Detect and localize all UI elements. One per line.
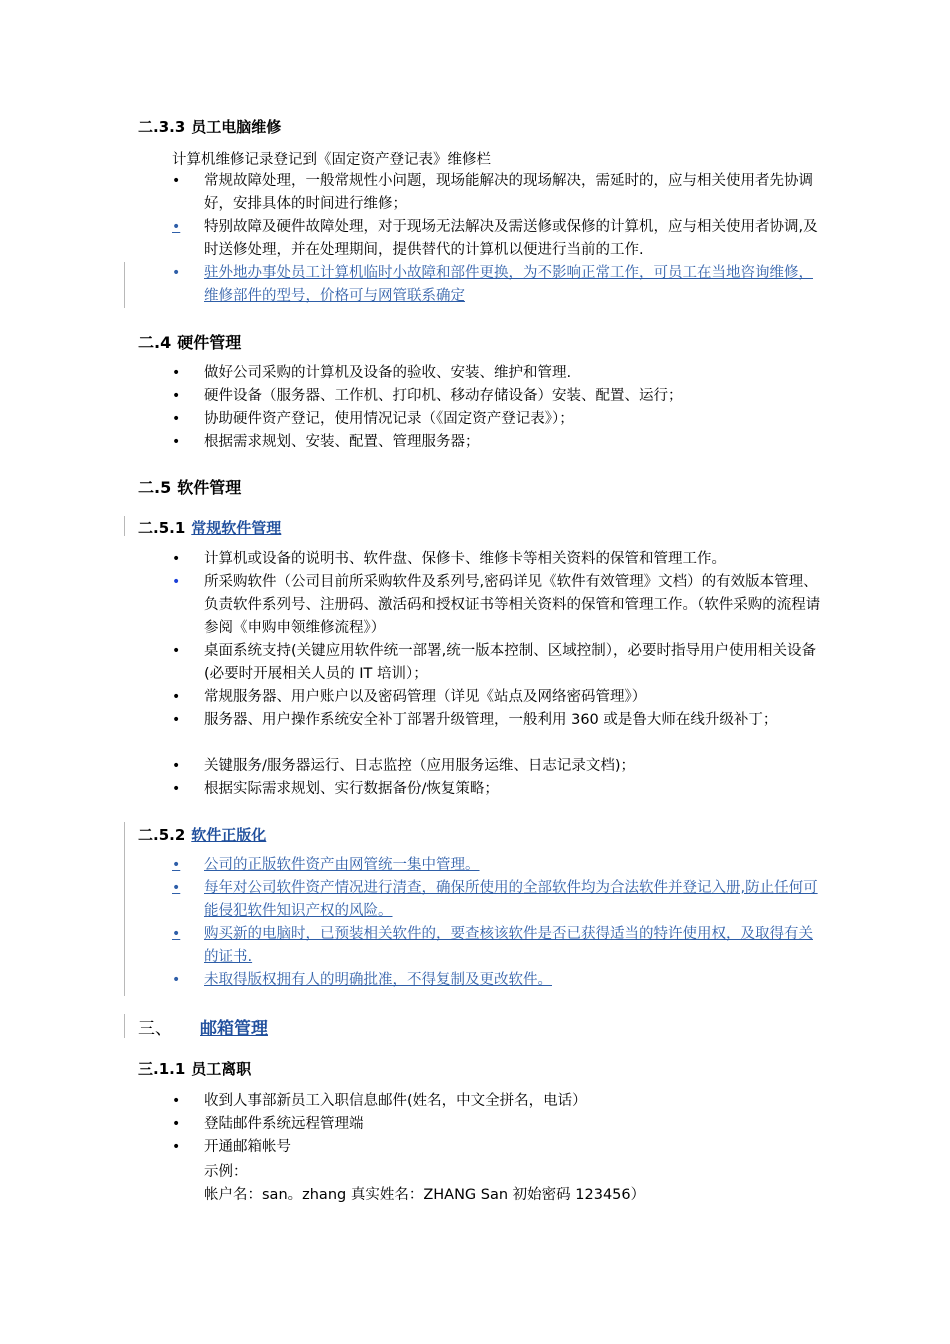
bullet-icon: • bbox=[172, 574, 181, 590]
list-item: • 购买新的电脑时，已预装相关软件的，要查核该软件是否已获得适当的特许使用权，及取得有关的证书. bbox=[172, 923, 822, 969]
revision-bar bbox=[124, 1014, 125, 1038]
bullet-icon: • bbox=[172, 643, 181, 659]
bullet-icon: • bbox=[172, 411, 181, 427]
list-item: • 常规故障处理，一般常规性小问题，现场能解决的现场解决，需延时的，应与相关使用者先协调好，安排具体的时间进行维修； bbox=[172, 170, 822, 216]
list-item: • 每年对公司软件资产情况进行清查，确保所使用的全部软件均为合法软件并登记入册,防止任何可能侵犯软件知识产权的风险。 bbox=[172, 877, 822, 923]
paragraph-intro: 计算机维修记录登记到《固定资产登记表》维修栏 bbox=[172, 152, 491, 168]
revision-bar bbox=[124, 516, 125, 536]
bullet-icon: • bbox=[172, 1116, 181, 1132]
list-item: • 收到人事部新员工入职信息邮件(姓名，中文全拼名，电话） bbox=[172, 1090, 822, 1113]
bullet-icon: • bbox=[172, 551, 181, 567]
list-item: • 硬件设备（服务器、工作机、打印机、移动存储设备）安装、配置、运行； bbox=[172, 385, 822, 408]
section-heading-2-3-3: 二.3.3 员工电脑维修 bbox=[138, 118, 282, 136]
example-label: 示例： bbox=[204, 1164, 248, 1180]
section-heading-3: 三、 邮箱管理 bbox=[138, 1019, 268, 1039]
bullet-icon: • bbox=[172, 219, 181, 235]
bullet-icon: • bbox=[172, 857, 181, 873]
list-item: • 做好公司采购的计算机及设备的验收、安装、维护和管理. bbox=[172, 362, 822, 385]
list-item: • 开通邮箱帐号 bbox=[172, 1136, 822, 1159]
bullet-icon: • bbox=[172, 880, 181, 896]
list-item: • 根据需求规划、安装、配置、管理服务器； bbox=[172, 431, 822, 454]
bullet-icon: • bbox=[172, 388, 181, 404]
revision-bar bbox=[124, 262, 125, 308]
example-text: 帐户名：san。zhang 真实姓名：ZHANG San 初始密码 123456） bbox=[204, 1187, 646, 1203]
section-heading-3-1-1: 三.1.1 员工离职 bbox=[138, 1060, 252, 1078]
bullet-icon: • bbox=[172, 712, 181, 728]
revision-bar bbox=[124, 822, 125, 996]
bullet-icon: • bbox=[172, 1093, 181, 1109]
list-item: • 特别故障及硬件故障处理，对于现场无法解决及需送修或保修的计算机，应与相关使用者协调,及时送修处理，并在处理期间，提供替代的计算机以便进行当前的工作. bbox=[172, 216, 822, 262]
bullet-icon: • bbox=[172, 689, 181, 705]
list-item: • 关键服务/服务器运行、日志监控（应用服务运维、日志记录文档)； bbox=[172, 755, 822, 778]
bullet-icon: • bbox=[172, 781, 181, 797]
bullet-icon: • bbox=[172, 926, 181, 942]
list-item: • 未取得版权拥有人的明确批准，不得复制及更改软件。 bbox=[172, 969, 822, 992]
section-heading-2-5-2: 二.5.2 软件正版化 bbox=[138, 826, 267, 844]
bullet-icon: • bbox=[172, 1139, 181, 1155]
bullet-icon: • bbox=[172, 758, 181, 774]
list-item: • 所采购软件（公司目前所采购软件及系列号,密码详见《软件有效管理》文档）的有效版本管理、负责软件系列号、注册码、激活码和授权证书等相关资料的保管和管理工作。（软件采购的流程请参阅《申购申领维修流程》） bbox=[172, 571, 822, 640]
section-heading-2-5-1: 二.5.1 常规软件管理 bbox=[138, 519, 282, 537]
bullet-icon: • bbox=[172, 365, 181, 381]
list-item: • 计算机或设备的说明书、软件盘、保修卡、维修卡等相关资料的保管和管理工作。 bbox=[172, 548, 822, 571]
bullet-icon: • bbox=[172, 173, 181, 189]
list-item: • 常规服务器、用户账户以及密码管理（详见《站点及网络密码管理》） bbox=[172, 686, 822, 709]
list-item: • 协助硬件资产登记，使用情况记录（《固定资产登记表》）； bbox=[172, 408, 822, 431]
list-item: • 登陆邮件系统远程管理端 bbox=[172, 1113, 822, 1136]
bullet-icon: • bbox=[172, 434, 181, 450]
bullet-icon: • bbox=[172, 972, 181, 988]
bullet-icon: • bbox=[172, 265, 181, 281]
section-heading-2-4: 二.4 硬件管理 bbox=[138, 333, 242, 352]
list-item: • 服务器、用户操作系统安全补丁部署升级管理，一般利用 360 或是鲁大师在线升级补丁； bbox=[172, 709, 822, 732]
list-item: • 公司的正版软件资产由网管统一集中管理。 bbox=[172, 854, 822, 877]
section-heading-2-5: 二.5 软件管理 bbox=[138, 478, 242, 497]
list-item: • 驻外地办事处员工计算机临时小故障和部件更换，为不影响正常工作，可员工在当地咨询维修，维修部件的型号，价格可与网管联系确定 bbox=[172, 262, 822, 308]
list-item: • 桌面系统支持(关键应用软件统一部署,统一版本控制、区域控制），必要时指导用户使用相关设备(必要时开展相关人员的 IT 培训）； bbox=[172, 640, 822, 686]
list-item: • 根据实际需求规划、实行数据备份/恢复策略； bbox=[172, 778, 822, 801]
